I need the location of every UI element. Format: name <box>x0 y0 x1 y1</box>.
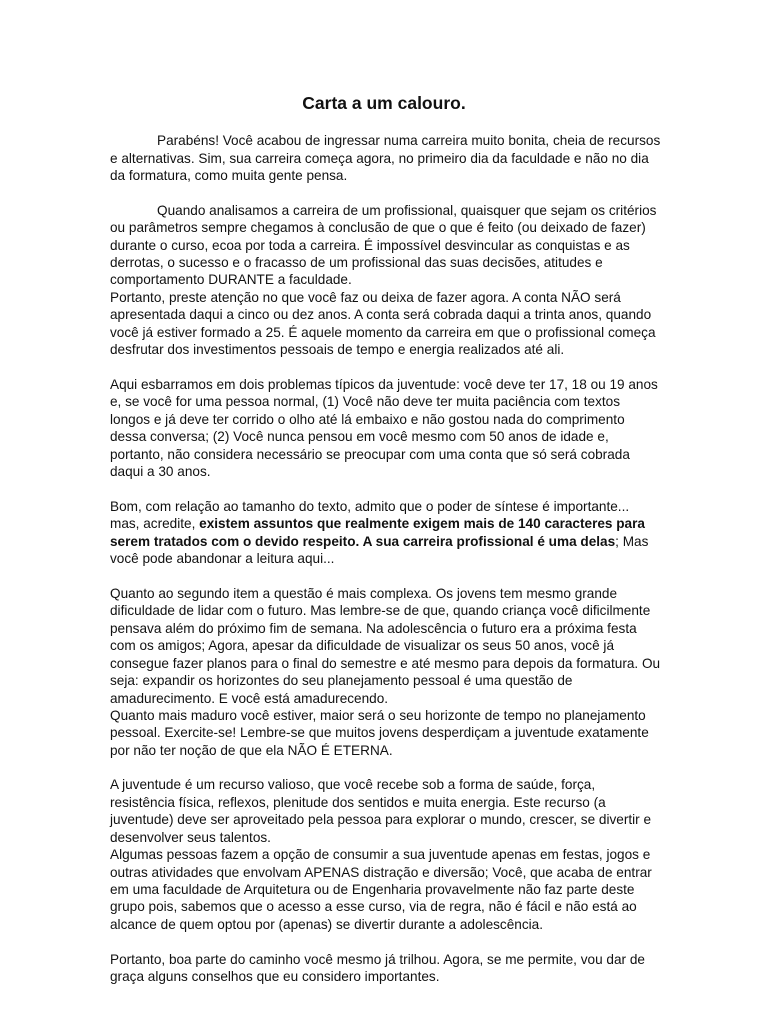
text-line: daqui a 30 anos. <box>110 464 211 479</box>
text-line: Bom, com relação ao tamanho do texto, admito que o poder de síntese é importante... <box>110 499 630 514</box>
text-line: e, se você for uma pessoa normal, (1) Você não deve ter muita paciência com textos <box>110 394 621 409</box>
text-line: apresentada daqui a cinco ou dez anos. A conta será cobrada daqui a trinta anos, quando <box>110 307 652 322</box>
text-line: por não ter noção de que ela NÃO É ETERNA. <box>110 743 393 758</box>
text-line: pessoal. Exercite-se! Lembre-se que muitos jovens desperdiçam a juventude exatamente <box>110 725 649 740</box>
text-line: dessa conversa; (2) Você nunca pensou em você mesmo com 50 anos de idade e, <box>110 429 609 444</box>
emphasis-text: existem assuntos que realmente exigem mais de 140 caracteres para <box>199 516 645 531</box>
text-line: dificuldade de lidar com o futuro. Mas lembre-se de que, quando criança você dificilmente <box>110 603 651 618</box>
text-line: em uma faculdade de Arquitetura ou de Engenharia provavelmente não faz parte deste <box>110 882 635 897</box>
text-line: Portanto, boa parte do caminho você mesmo já trilhou. Agora, se me permite, vou dar de <box>110 952 645 967</box>
text-line: Quando analisamos a carreira de um profissional, quaisquer que sejam os critérios <box>157 203 657 218</box>
text-line: da formatura, como muita gente pensa. <box>110 168 348 183</box>
text-line: alcance de quem optou por (apenas) se divertir durante a adolescência. <box>110 917 544 932</box>
text-line: amadurecimento. E você está amadurecendo. <box>110 691 389 706</box>
text-line: Quanto ao segundo item a questão é mais complexa. Os jovens tem mesmo grande <box>110 586 618 601</box>
text-line: você pode abandonar a leitura aqui... <box>110 551 335 566</box>
text-line: derrotas, o sucesso e o fracasso de um profissional das suas decisões, atitudes e <box>110 255 603 270</box>
text-line: com os amigos; Agora, apesar da dificuldade de visualizar os seus 50 anos, você já <box>110 638 615 653</box>
text-run: mas, acredite, <box>110 516 200 531</box>
emphasis-text: serem tratados com o devido respeito. A sua carreira profissional é uma delas <box>110 534 616 549</box>
text-line: consegue fazer planos para o final do semestre e até mesmo para depois da formatura. Ou <box>110 656 661 671</box>
text-line: pensava além do próximo fim de semana. Na adolescência o futuro era a próxima festa <box>110 621 637 636</box>
text-run: ; Mas <box>615 534 649 549</box>
text-line: durante o curso, ecoa por toda a carreira. É impossível desvincular as conquistas e as <box>110 238 630 253</box>
text-line: e alternativas. Sim, sua carreira começa agora, no primeiro dia da faculdade e não no dia <box>110 151 649 166</box>
text-line: Portanto, preste atenção no que você faz ou deixa de fazer agora. A conta NÃO será <box>110 290 621 305</box>
text-line: Aqui esbarramos em dois problemas típicos da juventude: você deve ter 17, 18 ou 19 anos <box>110 377 658 392</box>
text-line: outras atividades que envolvam APENAS distração e diversão; Você, que acaba de entrar <box>110 865 652 880</box>
text-line: juventude) deve ser aproveitado pela pessoa para explorar o mundo, crescer, se divertir e <box>110 812 652 827</box>
text-line: comportamento DURANTE a faculdade. <box>110 272 352 287</box>
text-line <box>110 515 645 532</box>
text-line: graça alguns conselhos que eu considero importantes. <box>110 969 440 984</box>
text-line: resistência física, reflexos, plenitude dos sentidos e muita energia. Este recurso (a <box>110 795 606 810</box>
text-line: Algumas pessoas fazem a opção de consumir a sua juventude apenas em festas, jogos e <box>110 847 651 862</box>
text-line: seja: expandir os horizontes do seu planejamento pessoal é uma questão de <box>110 673 573 688</box>
document-title: Carta a um calouro. <box>302 93 466 113</box>
text-line: desfrutar dos investimentos pessoais de tempo e energia realizados até ali. <box>110 342 565 357</box>
text-line: grupo pois, sabemos que o acesso a esse curso, via de regra, não é fácil e não está ao <box>110 899 637 914</box>
text-line: portanto, não considera necessário se preocupar com uma conta que só será cobrada <box>110 447 630 462</box>
text-line: A juventude é um recurso valioso, que você recebe sob a forma de saúde, força, <box>110 777 596 792</box>
text-line: você já estiver formado a 25. É aquele momento da carreira em que o profissional começa <box>110 325 656 340</box>
text-line: Quanto mais maduro você estiver, maior será o seu horizonte de tempo no planejamento <box>110 708 646 723</box>
text-line: longos e já deve ter corrido o olho até lá embaixo e não gostou nada do comprimento <box>110 412 625 427</box>
text-line: desenvolver seus talentos. <box>110 830 271 845</box>
text-line <box>110 533 648 550</box>
text-line: ou parâmetros sempre chegamos à conclusão de que o que é feito (ou deixado de fazer) <box>110 220 646 235</box>
text-line: Parabéns! Você acabou de ingressar numa carreira muito bonita, cheia de recursos <box>157 133 661 148</box>
